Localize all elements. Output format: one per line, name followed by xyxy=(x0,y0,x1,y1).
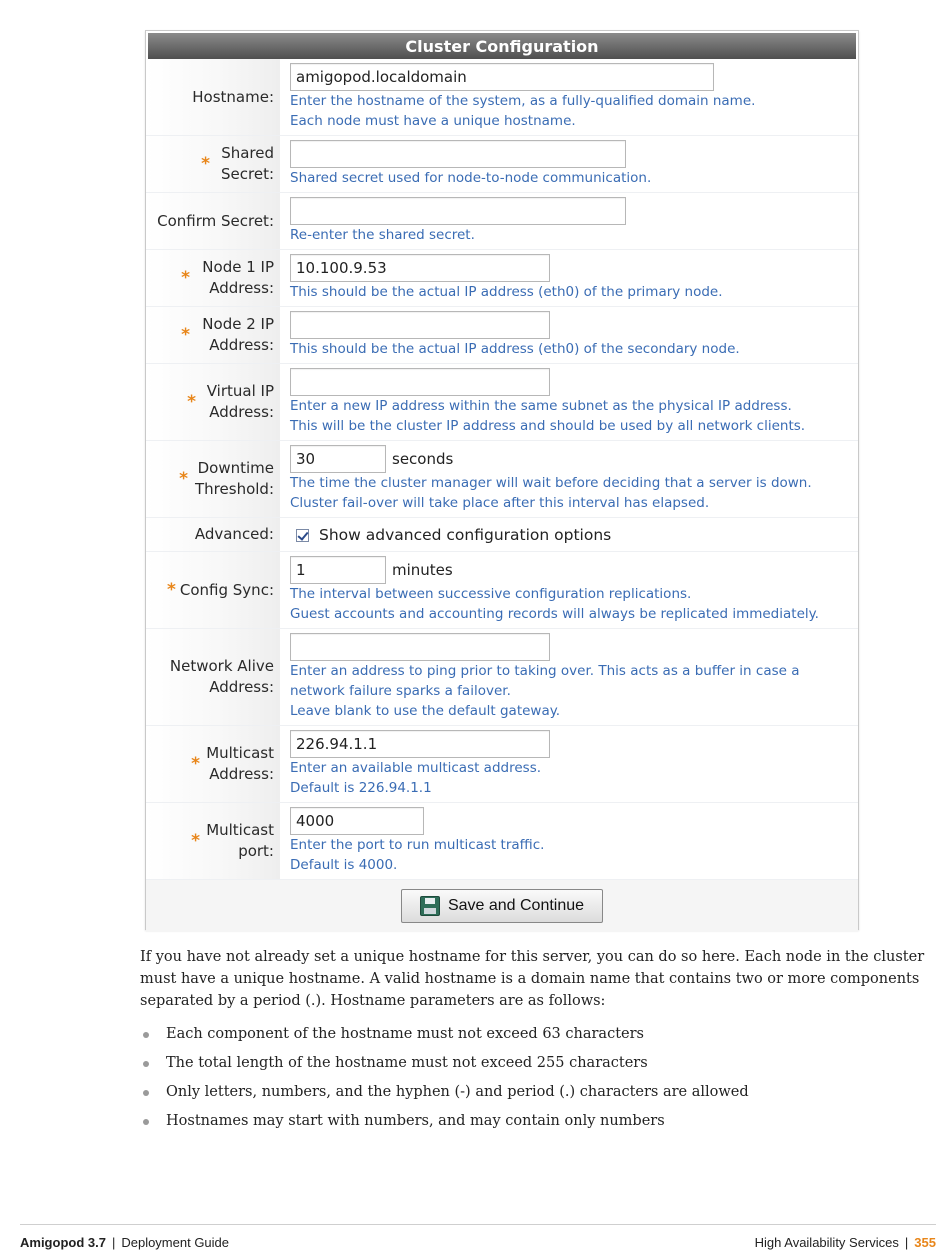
help-text: Re-enter the shared secret. xyxy=(290,227,475,243)
virtual-ip-label: Virtual IP Address: xyxy=(206,382,274,421)
panel-title: Cluster Configuration xyxy=(148,33,856,59)
hostname-input[interactable]: amigopod.localdomain xyxy=(290,63,714,91)
help-text: Guest accounts and accounting records will always be replicated immediately. xyxy=(290,606,819,622)
help-text: The time the cluster manager will wait before deciding that a server is down. xyxy=(290,475,812,491)
footer-section: High Availability Services xyxy=(754,1235,899,1250)
help-text: This should be the actual IP address (eth0) of the primary node. xyxy=(290,284,723,300)
shared-secret-label: Shared Secret: xyxy=(221,144,274,183)
config-sync-input[interactable]: 1 xyxy=(290,556,386,584)
page-number: 355 xyxy=(914,1235,936,1250)
required-asterisk: * xyxy=(201,153,210,174)
form-footer xyxy=(146,880,858,932)
help-text: Leave blank to use the default gateway. xyxy=(290,703,561,719)
downtime-threshold-label: Downtime Threshold: xyxy=(195,459,274,498)
row-multicast-port xyxy=(146,803,858,880)
required-asterisk: * xyxy=(167,579,176,600)
help-text: The interval between successive configuration replications. xyxy=(290,586,692,602)
cluster-config-panel xyxy=(145,30,859,930)
required-asterisk: * xyxy=(181,267,190,288)
list-item: Each component of the hostname must not exceed 63 characters xyxy=(140,1020,930,1049)
footer-separator: | xyxy=(904,1235,909,1250)
help-text: network failure sparks a failover. xyxy=(290,683,511,699)
list-item: The total length of the hostname must not exceed 255 characters xyxy=(140,1049,930,1078)
row-config-sync xyxy=(146,552,858,629)
row-multicast-address xyxy=(146,726,858,803)
help-text: This will be the cluster IP address and should be used by all network clients. xyxy=(290,418,806,434)
help-text: Enter the port to run multicast traffic. xyxy=(290,837,545,853)
row-node2-ip xyxy=(146,307,858,364)
advanced-checkbox[interactable] xyxy=(296,529,309,542)
row-network-alive xyxy=(146,629,858,726)
help-text: Enter the hostname of the system, as a fully-qualified domain name. xyxy=(290,93,756,109)
hostname-rules-list xyxy=(140,1020,930,1136)
hostname-label: Hostname: xyxy=(146,59,280,135)
footer-doc-title: Deployment Guide xyxy=(121,1235,230,1250)
help-text: Enter an available multicast address. xyxy=(290,760,542,776)
help-text: Enter an address to ping prior to taking over. This acts as a buffer in case a xyxy=(290,663,800,679)
unit-seconds: seconds xyxy=(392,450,454,468)
row-confirm-secret xyxy=(146,193,858,250)
multicast-port-input[interactable]: 4000 xyxy=(290,807,424,835)
list-item: Only letters, numbers, and the hyphen (-) and period (.) characters are allowed xyxy=(140,1078,930,1107)
virtual-ip-input[interactable] xyxy=(290,368,550,396)
node1-ip-label: Node 1 IP Address: xyxy=(202,258,274,297)
multicast-port-label: Multicast port: xyxy=(206,821,274,860)
row-downtime-threshold xyxy=(146,441,858,518)
multicast-address-label: Multicast Address: xyxy=(206,744,274,783)
body-text xyxy=(140,946,930,1136)
required-asterisk: * xyxy=(191,830,200,851)
downtime-threshold-input[interactable]: 30 xyxy=(290,445,386,473)
network-alive-label: Network Alive Address: xyxy=(169,657,274,696)
advanced-checkbox-option[interactable] xyxy=(290,520,858,550)
footer-separator: | xyxy=(111,1235,116,1250)
floppy-disk-icon xyxy=(420,896,440,916)
help-text: Default is 226.94.1.1 xyxy=(290,780,432,796)
help-text: Each node must have a unique hostname. xyxy=(290,113,576,129)
required-asterisk: * xyxy=(179,468,188,489)
shared-secret-input[interactable] xyxy=(290,140,626,168)
unit-minutes: minutes xyxy=(392,561,453,579)
row-virtual-ip xyxy=(146,364,858,441)
advanced-label: Advanced: xyxy=(194,525,274,543)
advanced-checkbox-label[interactable]: Show advanced configuration options xyxy=(319,526,612,544)
save-button-label: Save and Continue xyxy=(447,897,585,914)
save-and-continue-button[interactable] xyxy=(401,889,603,923)
row-advanced xyxy=(146,518,858,552)
required-asterisk: * xyxy=(187,391,196,412)
row-hostname xyxy=(146,59,858,136)
footer-product: Amigopod 3.7 xyxy=(20,1235,106,1250)
row-node1-ip xyxy=(146,250,858,307)
help-text: Shared secret used for node-to-node communication. xyxy=(290,170,652,186)
network-alive-input[interactable] xyxy=(290,633,550,661)
required-asterisk: * xyxy=(191,753,200,774)
list-item: Hostnames may start with numbers, and may contain only numbers xyxy=(140,1107,930,1136)
multicast-address-input[interactable]: 226.94.1.1 xyxy=(290,730,550,758)
node2-ip-input[interactable] xyxy=(290,311,550,339)
intro-paragraph: If you have not already set a unique hostname for this server, you can do so here. Each node in the cluster must have a unique hostname. A valid hostname is a domain name that contains two or more components separated by a period (.). Hostname parameters are as follows: xyxy=(140,949,925,1009)
confirm-secret-label: Confirm Secret: xyxy=(157,211,274,230)
node2-ip-label: Node 2 IP Address: xyxy=(202,315,274,354)
page-footer xyxy=(20,1224,936,1250)
row-shared-secret xyxy=(146,136,858,193)
help-text: Enter a new IP address within the same subnet as the physical IP address. xyxy=(290,398,792,414)
config-sync-label: Config Sync: xyxy=(179,580,274,599)
help-text: Default is 4000. xyxy=(290,857,398,873)
help-text: This should be the actual IP address (eth0) of the secondary node. xyxy=(290,341,740,357)
confirm-secret-input[interactable] xyxy=(290,197,626,225)
help-text: Cluster fail-over will take place after this interval has elapsed. xyxy=(290,495,710,511)
node1-ip-input[interactable]: 10.100.9.53 xyxy=(290,254,550,282)
required-asterisk: * xyxy=(181,324,190,345)
